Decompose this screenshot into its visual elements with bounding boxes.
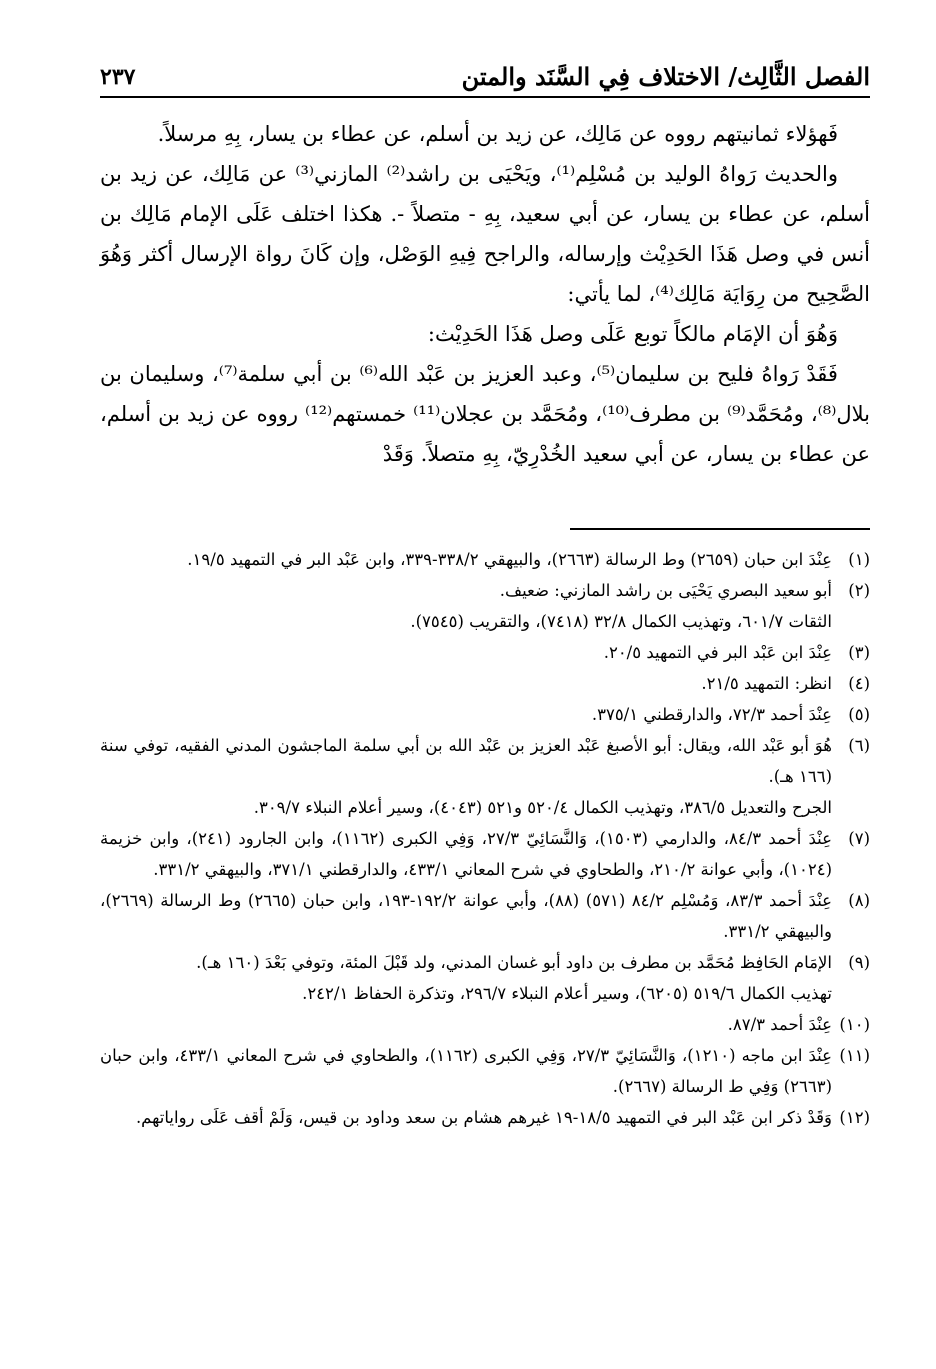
paragraph: فَقَدْ رَواهُ فليح بن سليمان⁽⁵⁾، وعبد العزيز بن عَبْد الله⁽⁶⁾ بن أبي سلمة⁽⁷⁾، وسليمان بن بلال⁽⁸⁾، ومُحَمَّد⁽⁹⁾ بن مطرف⁽¹⁰⁾، ومُحَمَّد بن عجلان⁽¹¹⁾ خمستهم⁽¹²⁾ رووه عن زيد بن أسلم، عن عطاء بن يسار، عن أبي سعيد الخُدْرِيّ، بِهِ متصلاً. وَقَدْ bbox=[100, 362, 870, 466]
footnote-number: (٩) bbox=[848, 953, 870, 972]
footnote bbox=[100, 1040, 870, 1102]
footnote-number: (٢) bbox=[848, 581, 870, 600]
footnotes bbox=[100, 544, 870, 1133]
footnote-text bbox=[100, 637, 832, 668]
footnote-line: أبو سعيد البصري يَحْيَى بن راشد المازني: ضعيف. bbox=[499, 581, 832, 600]
footnote-text bbox=[100, 885, 832, 947]
footnote bbox=[100, 885, 870, 947]
footnote bbox=[100, 730, 870, 823]
footnote-number: (٣) bbox=[848, 643, 870, 662]
footnote-number: (٧) bbox=[848, 829, 870, 848]
footnote-line: عِنْدَ أحمد ٨٧/٣. bbox=[727, 1015, 832, 1034]
footnote-line: عِنْدَ ابن ماجه (١٢١٠)، وَالنَّسَائِيّ ٢٧/٣، وَفِي الكبرى (١١٦٢)، والطحاوي في شرح المعاني ٤٣٣/١، وابن حبان (٢٦٦٣) وَفِي ط الرسالة (٢٦٦٧). bbox=[100, 1046, 832, 1096]
footnote-line: عِنْدَ أحمد ٧٢/٣، والدارقطني ٣٧٥/١. bbox=[591, 705, 832, 724]
footnote-line: عِنْدَ ابن عَبْد البر في التمهيد ٢٠/٥. bbox=[603, 643, 832, 662]
footnote-number: (١٠) bbox=[839, 1015, 870, 1034]
footnote bbox=[100, 637, 870, 668]
footnote-line: هُوَ أبو عَبْد الله، ويقال: أبو الأصبغ عَبْد العزيز بن عَبْد الله بن أبي سلمة الماجشون المدني الفقيه، توفي سنة (١٦٦ هـ). bbox=[100, 736, 832, 786]
footnote-text bbox=[100, 668, 832, 699]
book-page bbox=[100, 48, 870, 1133]
footnote-number: (٤) bbox=[848, 674, 870, 693]
footnote-line: الثقات ٦٠١/٧، وتهذيب الكمال ٣٢/٨ (٧٤١٨)، والتقريب (٧٥٤٥). bbox=[410, 612, 832, 631]
footnote bbox=[100, 1102, 870, 1133]
footnote-text bbox=[100, 699, 832, 730]
footnote-text bbox=[100, 575, 832, 637]
running-title: الفصل الثَّالِث/ الاختلاف فِي السَّنَد والمتن bbox=[461, 62, 870, 91]
footnote-number: (٦) bbox=[848, 736, 870, 755]
footnote-text bbox=[100, 947, 832, 1009]
footnote-text bbox=[100, 1009, 832, 1040]
footnote bbox=[100, 699, 870, 730]
footnote bbox=[100, 668, 870, 699]
page-number: ٢٣٧ bbox=[100, 64, 136, 90]
footnote bbox=[100, 544, 870, 575]
footnote-line: عِنْدَ أحمد ٨٣/٣، وَمُسْلِم ٨٤/٢ (٥٧١) (٨٨)، وأبي عوانة ١٩٢/٢-١٩٣، وابن حبان (٢٦٦٥) وط الرسالة (٢٦٦٩)، والبيهقي ٣٣١/٢. bbox=[100, 891, 833, 941]
footnote-number: (١٢) bbox=[839, 1108, 870, 1127]
footnote-number: (٥) bbox=[848, 705, 870, 724]
footnote-text bbox=[100, 730, 832, 823]
footnote-number: (١) bbox=[848, 550, 870, 569]
footnote-text bbox=[100, 544, 832, 575]
page-header bbox=[100, 48, 870, 98]
footnote-line: عِنْدَ أحمد ٨٤/٣، والدارمي (١٥٠٣)، وَالنَّسَائِيّ ٢٧/٣، وَفِي الكبرى (١١٦٢)، وابن الجارود (٢٤١)، وابن خزيمة (١٠٢٤)، وأبي عوانة ٢١٠/٢، والطحاوي في شرح المعاني ٤٣٣/١، والدارقطني ٣٧١/١، والبيهقي ٣٣١/٢. bbox=[100, 829, 833, 879]
main-text bbox=[100, 114, 870, 474]
footnote-line: تهذيب الكمال ٥١٩/٦ (٦٢٠٥)، وسير أعلام النبلاء ٢٩٦/٧، وتذكرة الحفاظ ٢٤٢/١. bbox=[302, 984, 832, 1003]
footnote-line: الإمَام الحَافِظ مُحَمَّد بن مطرف بن داود أبو غسان المدني، ولد قَبْلَ المئة، وتوفي بَعْدَ (١٦٠ هـ). bbox=[196, 953, 832, 972]
paragraph: وَهُوَ أن الإمَام مالكاً توبع عَلَى وصل هَذَا الحَدِيْث: bbox=[427, 322, 838, 346]
footnote-line: انظر: التمهيد ٢١/٥. bbox=[701, 674, 832, 693]
footnote-text bbox=[100, 823, 832, 885]
footnote-number: (٨) bbox=[848, 891, 870, 910]
paragraph: والحديث رَواهُ الوليد بن مُسْلِم⁽¹⁾، ويَحْيَى بن راشد⁽²⁾ المازني⁽³⁾ عن مَالِك، عن زيد بن أسلم، عن عطاء بن يسار، عن أبي سعيد، بِهِ - متصلاً -. هكذا اختلف عَلَى الإمام مَالِك بن أنس في وصل هَذَا الحَدِيْث وإرساله، والراجح فِيهِ الوَصْل، وإن كَانَ رواة الإرسال أكثر وَهُوَ الصَّحِيح من رِوَايَة مَالِك⁽⁴⁾، لما يأتي: bbox=[100, 162, 870, 306]
footnote-line: وَقَدْ ذكر ابن عَبْد البر في التمهيد ١٨/٥-١٩ غيرهم هشام بن سعد وداود بن قيس، وَلَمْ أقف عَلَى رواياتهم. bbox=[135, 1108, 832, 1127]
footnote-text bbox=[100, 1102, 832, 1133]
paragraph: فَهؤلاء ثمانيتهم رووه عن مَالِك، عن زيد بن أسلم، عن عطاء بن يسار، بِهِ مرسلاً. bbox=[157, 122, 838, 146]
footnote-separator bbox=[570, 528, 870, 530]
footnote-line: عِنْدَ ابن حبان (٢٦٥٩) وط الرسالة (٢٦٦٣)، والبيهقي ٣٣٨/٢-٣٣٩، وابن عَبْد البر في التمهيد ١٩/٥. bbox=[187, 550, 832, 569]
footnote bbox=[100, 947, 870, 1009]
footnote-number: (١١) bbox=[839, 1046, 870, 1065]
footnote-line: الجرح والتعديل ٣٨٦/٥، وتهذيب الكمال ٥٢٠/٤ و٥٢١ (٤٠٤٣)، وسير أعلام النبلاء ٣٠٩/٧. bbox=[253, 798, 832, 817]
footnote bbox=[100, 1009, 870, 1040]
footnote bbox=[100, 575, 870, 637]
footnote bbox=[100, 823, 870, 885]
footnote-text bbox=[100, 1040, 832, 1102]
